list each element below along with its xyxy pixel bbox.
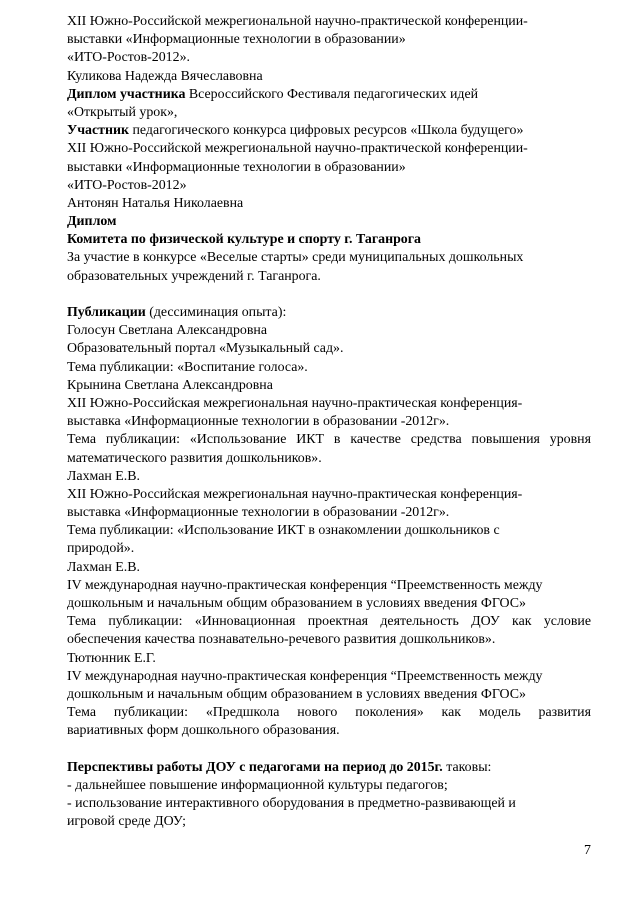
text-line — [67, 231, 591, 249]
text-line: выставки «Информационные технологии в образовании» — [67, 159, 406, 175]
text-line — [67, 213, 591, 231]
text-line: Тема публикации: «Использование ИКТ в ознакомлении дошкольников с — [67, 523, 500, 539]
text-line: «ИТО-Ростов-2012». — [67, 50, 190, 66]
text-line: Тема публикации: «Предшкола нового поколения» как модель развития — [67, 705, 591, 721]
text-line: Тема публикации: «Инновационная проектная деятельность ДОУ как условие — [67, 614, 591, 630]
bold-label: Публикации — [67, 305, 146, 320]
text-span: педагогического конкурса цифровых ресурсов «Школа будущего» — [128, 123, 524, 139]
person-name: Голосун Светлана Александровна — [67, 323, 268, 339]
person-name: Тютюнник Е.Г. — [67, 650, 156, 666]
text-line: Образовательный портал «Музыкальный сад». — [67, 341, 344, 357]
text-line: образовательных учреждений г. Таганрога. — [67, 268, 321, 284]
text-span: таковы: — [442, 759, 492, 775]
bold-label: Комитета по физической культуре и спорту г. Таганрога — [67, 232, 422, 248]
bold-label: Диплом — [67, 214, 117, 230]
person-name: Антонян Наталья Николаевна — [67, 195, 244, 211]
text-line: Тема публикации: «Воспитание голоса». — [67, 359, 308, 375]
text-line — [67, 86, 591, 104]
blank-line — [67, 741, 591, 759]
list-item: - дальнейшее повышение информационной культуры педагогов; — [67, 777, 448, 793]
text-line: XII Южно-Российской межрегиональной научно-практической конференции- — [67, 14, 528, 29]
person-name: Куликова Надежда Вячеславовна — [67, 68, 263, 84]
text-line: Тема публикации: «Использование ИКТ в качестве средства повышения уровня — [67, 432, 591, 448]
text-line: «ИТО-Ростов-2012» — [67, 177, 187, 193]
bold-label: Диплом участника — [67, 86, 186, 102]
text-line: XII Южно-Российская межрегиональная научно-практическая конференция- — [67, 486, 523, 502]
text-line: XII Южно-Российская межрегиональная научно-практическая конференция- — [67, 395, 523, 411]
text-line: обеспечения качества познавательно-речевого развития дошкольников». — [67, 632, 496, 648]
text-line: вариативных форм дошкольного образования. — [67, 723, 340, 739]
text-line: выставка «Информационные технологии в образовании -2012г». — [67, 505, 450, 521]
text-line — [67, 122, 591, 140]
section-heading — [67, 759, 591, 777]
person-name: Крынина Светлана Александровна — [67, 377, 273, 393]
text-span: (дессиминация опыта): — [145, 305, 287, 320]
text-span: Всероссийского Фестиваля педагогических идей — [185, 86, 479, 102]
text-line: дошкольным и начальным общим образованием в условиях введения ФГОС» — [67, 596, 526, 611]
text-line: «Открытый урок», — [67, 104, 178, 120]
list-item: - использование интерактивного оборудования в предметно-развивающей и — [67, 796, 516, 812]
list-item: игровой среде ДОУ; — [67, 814, 187, 830]
text-line: XII Южно-Российской межрегиональной научно-практической конференции- — [67, 141, 528, 157]
text-line: выставки «Информационные технологии в образовании» — [67, 32, 406, 48]
text-line: природой». — [67, 541, 135, 557]
section-heading — [67, 304, 591, 322]
text-line: IV международная научно-практическая конференция “Преемственность между — [67, 577, 543, 593]
text-line: IV международная научно-практическая конференция “Преемственность между — [67, 668, 543, 684]
text-line: математического развития дошкольников». — [67, 450, 322, 466]
blank-line — [67, 286, 591, 304]
bold-label: Перспективы работы ДОУ с педагогами на период до 2015г. — [67, 759, 443, 775]
page-number: 7 — [584, 843, 591, 858]
text-line: дошкольным и начальным общим образованием в условиях введения ФГОС» — [67, 686, 526, 702]
person-name: Лахман Е.В. — [67, 559, 140, 575]
text-line: За участие в конкурсе «Веселые старты» среди муниципальных дошкольных — [67, 250, 524, 266]
bold-label: Участник — [67, 123, 129, 139]
person-name: Лахман Е.В. — [67, 468, 140, 484]
document-body — [67, 13, 591, 831]
text-line: выставка «Информационные технологии в образовании -2012г». — [67, 414, 450, 430]
